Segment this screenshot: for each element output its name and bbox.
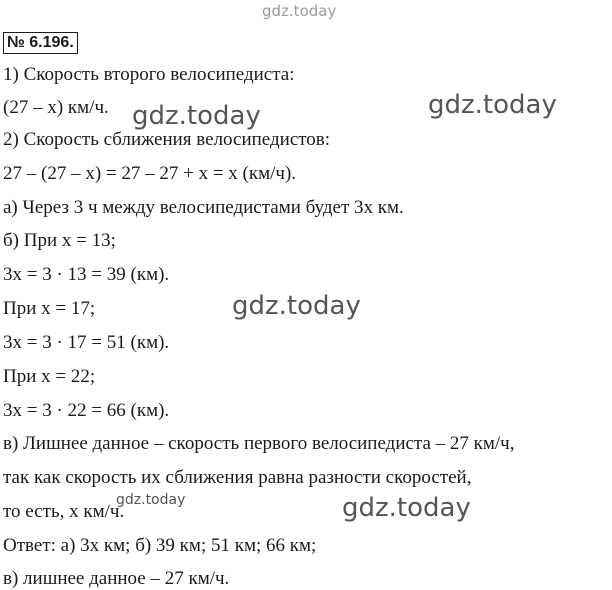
answer-line-1: Ответ: а) 3x км; б) 39 км; 51 км; 66 км; <box>3 535 317 556</box>
solution-line-2: (27 – x) км/ч. <box>3 97 109 118</box>
solution-line-1: 1) Скорость второго велосипедиста: <box>3 64 295 85</box>
watermark-a: gdz.today <box>132 101 261 131</box>
solution-line-10: При x = 22; <box>3 366 96 387</box>
solution-line-5: а) Через 3 ч между велосипедистами будет 3x км. <box>3 197 404 218</box>
solution-line-14: то есть, x км/ч. <box>3 501 125 522</box>
watermark-b: gdz.today <box>428 90 557 120</box>
problem-number: № 6.196. <box>3 32 78 54</box>
solution-line-7: 3x = 3 · 13 = 39 (км). <box>3 264 170 285</box>
solution-line-11: 3x = 3 · 22 = 66 (км). <box>3 400 170 421</box>
solution-line-12: в) Лишнее данное – скорость первого велосипедиста – 27 км/ч, <box>3 433 515 454</box>
watermark-d: gdz.today <box>342 493 471 523</box>
solution-line-13: так как скорость их сближения равна разности скоростей, <box>3 467 472 488</box>
solution-line-6: б) При x = 13; <box>3 230 116 251</box>
solution-line-4: 27 – (27 – x) = 27 – 27 + x = x (км/ч). <box>3 163 297 184</box>
answer-line-2: в) лишнее данное – 27 км/ч. <box>3 568 230 589</box>
solution-line-9: 3x = 3 · 17 = 51 (км). <box>3 332 170 353</box>
watermark-c: gdz.today <box>232 291 361 321</box>
solution-line-8: При x = 17; <box>3 298 96 319</box>
solution-line-3: 2) Скорость сближения велосипедистов: <box>3 129 331 150</box>
watermark-top: gdz.today <box>262 2 337 20</box>
watermark-small: gdz.today <box>116 492 186 508</box>
